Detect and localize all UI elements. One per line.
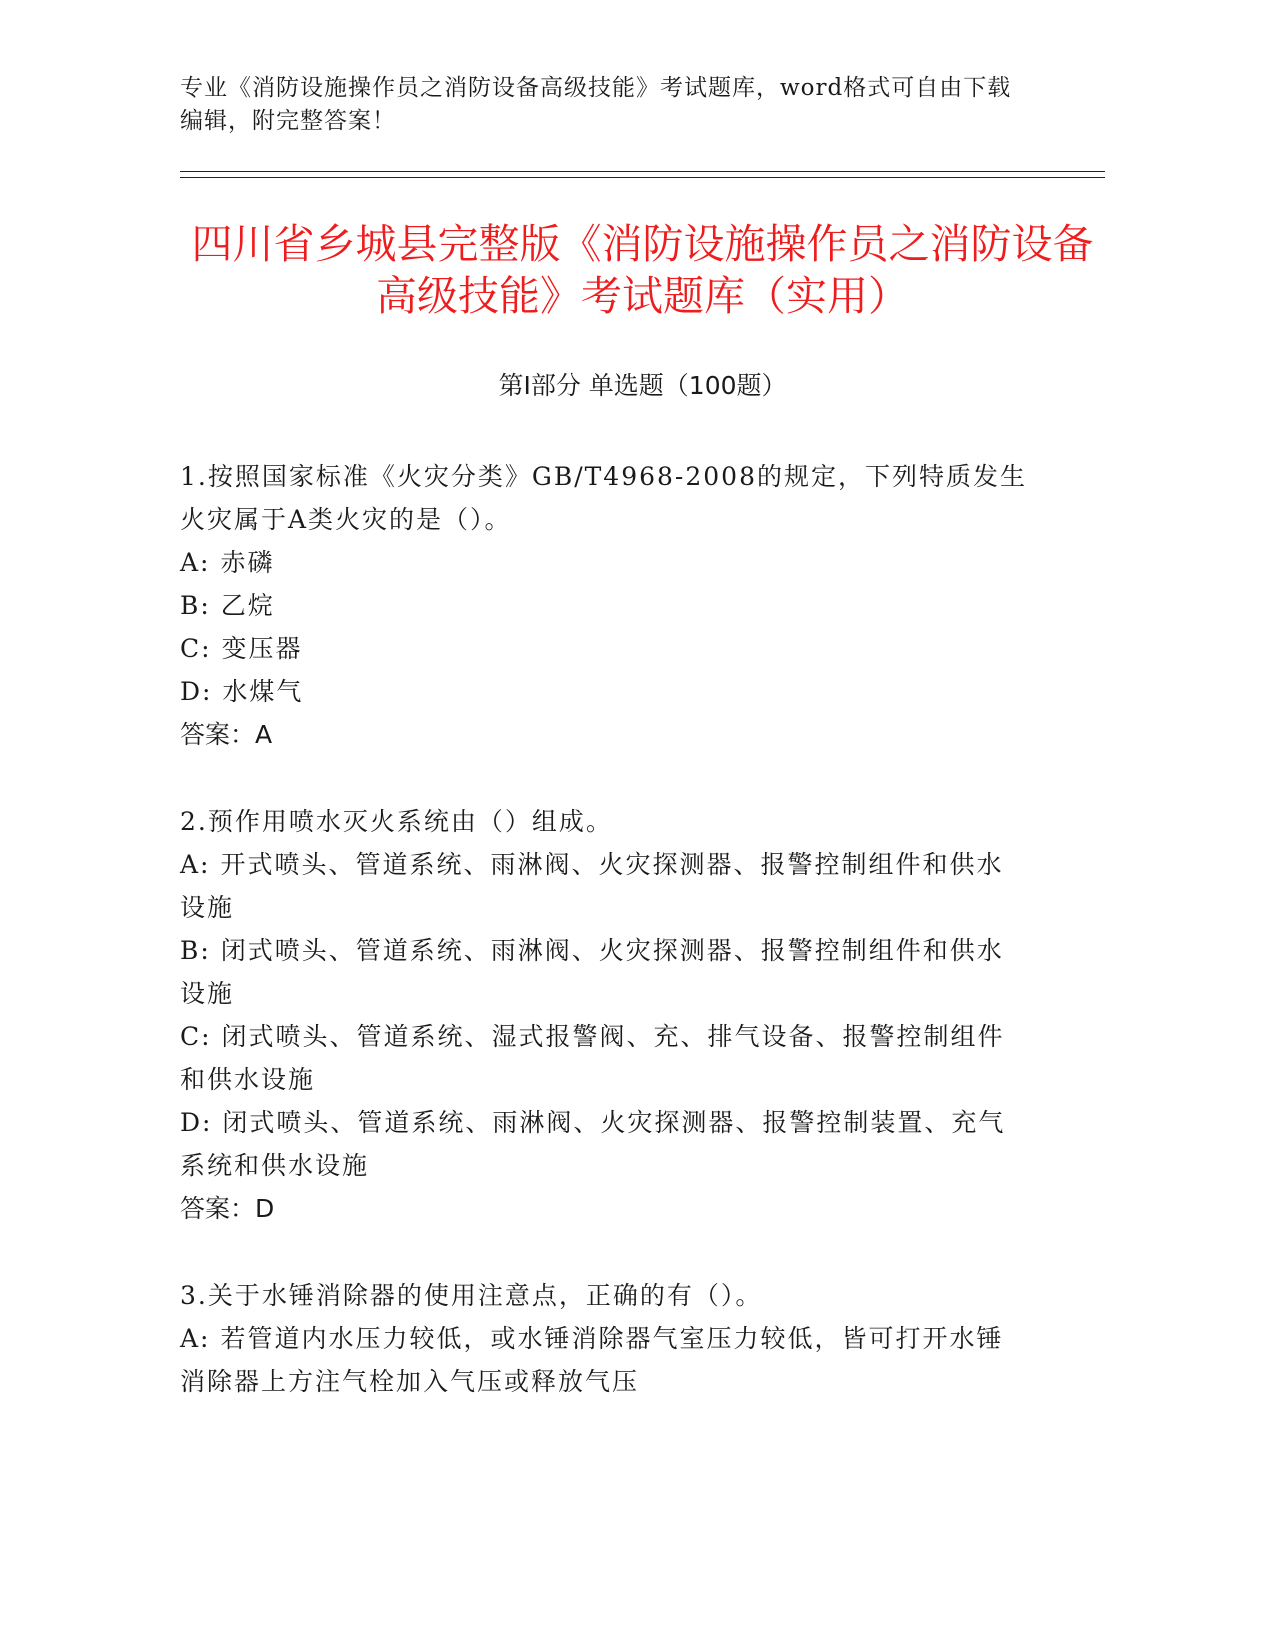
option-text: 闭式喷头、管道系统、雨淋阀、火灾探测器、报警控制组件和供水设施 xyxy=(180,936,1004,1008)
header-note: 专业《消防设施操作员之消防设备高级技能》考试题库，word格式可自由下载编辑，附完整答案！ xyxy=(180,75,1012,134)
option-letter: B: xyxy=(180,591,211,620)
option-text: 乙烷 xyxy=(220,591,275,620)
option-a xyxy=(180,1317,1030,1403)
question-2 xyxy=(180,800,1030,1230)
option-b xyxy=(180,584,1030,627)
question-stem: 预作用喷水灭火系统由（）组成。 xyxy=(207,807,613,836)
question-number: 2. xyxy=(180,807,208,836)
option-letter: D: xyxy=(180,1108,213,1137)
option-letter: B: xyxy=(180,936,211,965)
option-letter: C: xyxy=(180,1022,212,1051)
answer: 答案：A xyxy=(180,720,273,749)
option-text: 变压器 xyxy=(221,634,303,663)
option-letter: A: xyxy=(180,1324,211,1353)
document-title: 四川省乡城县完整版《消防设施操作员之消防设备高级技能》考试题库（实用） xyxy=(191,220,1094,320)
question-number: 3. xyxy=(180,1281,208,1310)
header-divider-bottom xyxy=(180,177,1105,178)
question-stem: 按照国家标准《火灾分类》GB/T4968-2008的规定，下列特质发生火灾属于A类火灾的是（）。 xyxy=(180,462,1027,534)
option-text: 闭式喷头、管道系统、雨淋阀、火灾探测器、报警控制装置、充气系统和供水设施 xyxy=(180,1108,1006,1180)
question-stem: 关于水锤消除器的使用注意点，正确的有（）。 xyxy=(207,1281,763,1310)
option-letter: A: xyxy=(180,850,211,879)
question-1 xyxy=(180,455,1030,756)
question-number: 1. xyxy=(180,462,208,491)
option-c xyxy=(180,1015,1030,1101)
option-text: 赤磷 xyxy=(220,548,275,577)
option-a xyxy=(180,541,1030,584)
option-text: 水煤气 xyxy=(222,677,304,706)
option-c xyxy=(180,627,1030,670)
section-title: 第I部分 单选题（100题） xyxy=(498,371,787,400)
option-text: 开式喷头、管道系统、雨淋阀、火灾探测器、报警控制组件和供水设施 xyxy=(180,850,1004,922)
question-text xyxy=(180,1274,1030,1317)
question-text xyxy=(180,800,1030,843)
header-divider-top xyxy=(180,171,1105,172)
option-text: 若管道内水压力较低，或水锤消除器气室压力较低，皆可打开水锤消除器上方注气栓加入气压或释放气压 xyxy=(180,1324,1004,1396)
question-list xyxy=(180,455,1030,1447)
option-b xyxy=(180,929,1030,1015)
question-3 xyxy=(180,1274,1030,1403)
answer: 答案：D xyxy=(180,1194,275,1223)
question-text xyxy=(180,455,1030,541)
option-d xyxy=(180,670,1030,713)
option-a xyxy=(180,843,1030,929)
option-letter: D: xyxy=(180,677,213,706)
option-d xyxy=(180,1101,1030,1187)
option-text: 闭式喷头、管道系统、湿式报警阀、充、排气设备、报警控制组件和供水设施 xyxy=(180,1022,1005,1094)
option-letter: A: xyxy=(180,548,211,577)
option-letter: C: xyxy=(180,634,212,663)
